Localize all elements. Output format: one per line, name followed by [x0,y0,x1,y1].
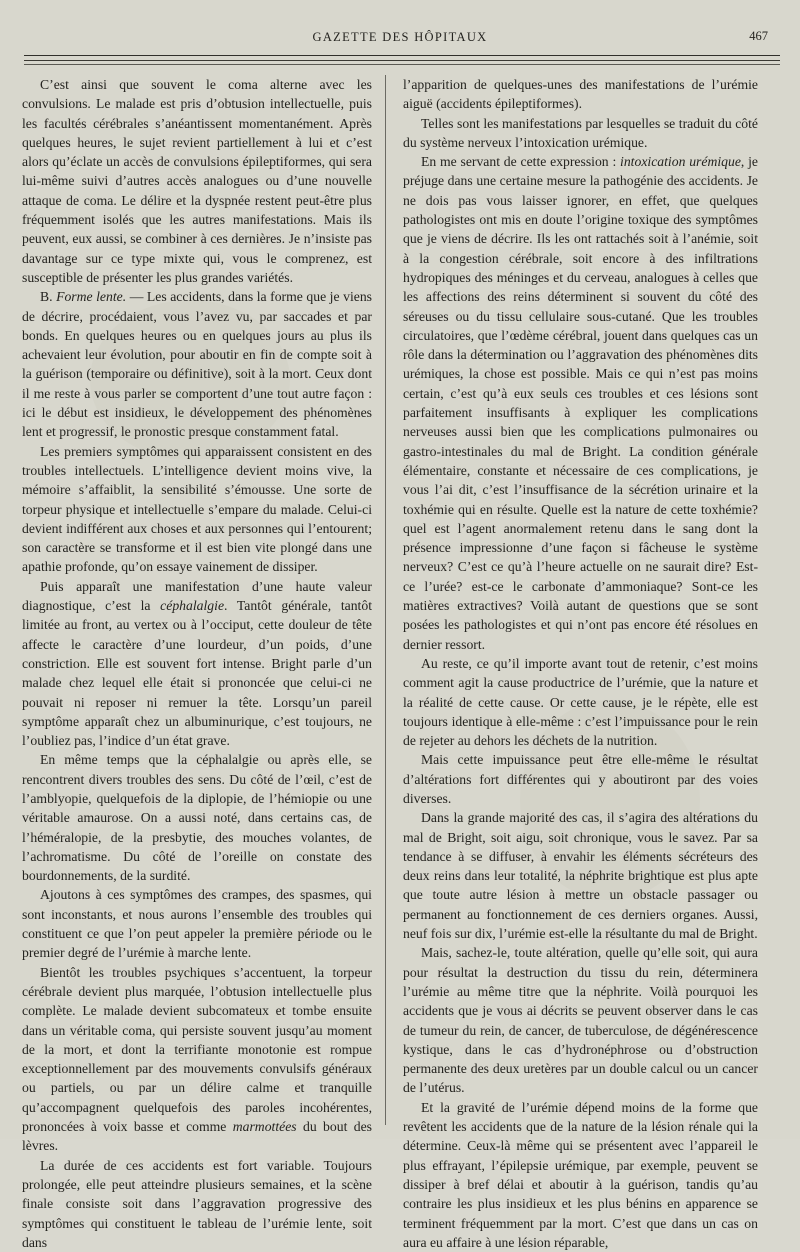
paragraph: Mais, sachez-le, toute altération, quelle qu’elle soit, qui aura pour résultat la destruction du tissu du rein, déterminera l’urémie au même titre que la néphrite. Voilà pourquoi les accidents que je vous ai décrits se peuvent observer dans le cas de tumeur du rein, de cancer, de tuberculose, de dégénérescence kystique, dans le cas d’hydronéphrose ou d’obstruction permanente des deux uretères par un double calcul ou un cancer de l’utérus. [403,945,758,1096]
paragraph: C’est ainsi que souvent le coma alterne avec les convulsions. Le malade est pris d’obtusion intellectuelle, puis les facultés cérébrales s’anéantissent momentanément. Après quelques heures, le sujet revient partiellement à lui et c’est alors qu’éclate un accès de convulsions épileptiformes, qui sera lui-même suivi d’autres accès analogues ou d’une nouvelle attaque de coma. Le délire et la dyspnée restent peut-être plus fréquemment isolés que les autres manifestations. Mais ils peuvent, eux aussi, se combiner à ces dernières. Je n’insiste pas davantage sur ce type mixte qui, vous le comprenez, est susceptible de présenter les plus grandes variétés. [22,77,372,285]
text-run: Bientôt les troubles psychiques s’accentuent, la torpeur cérébrale devient plus marquée, l’obtusion intellectuelle plus complète. Le malade devient subcomateux et tombe ensuite dans un véritable coma, qui persiste souvent jusqu’au moment de la mort, et dont la terrifiante monotonie est rompue exceptionnellement par des mouvements convulsifs généraux ou partiels, ou par un délire calme et tranquille qu’accompagnent quelquefois des paroles incohérentes, prononcées à voix basse et comme [22,964,372,1135]
section-text: — Les accidents, dans la forme que je viens de décrire, procédaient, vous l’avez vu, par saccades et par bonds. En quelques heures ou en quelques jours au plus ils achevaient leur évolution, pour aboutir en fin de compte soit à la guérison (temporaire ou définitive), soit à la mort. Ceux dont il me reste à vous parler se comportent d’une tout autre façon : ici le début est insidieux, le développement des phénomènes lent et progressif, le pronostic presque constamment fatal. [22,289,372,440]
section-label: B. [40,289,57,305]
paragraph: La durée de ces accidents est fort variable. Toujours prolongée, elle peut atteindre plusieurs semaines, et la scène finale consiste soit dans l’aggravation progressive des symptômes qui constituent le tableau de l’urémie lente, soit dans [22,1157,372,1250]
text-run: , je préjuge dans une certaine mesure la pathogénie des accidents. Je ne dois pas vous laisser ignorer, en effet, que quelques pathologistes ont mis en doute l’origine toxique des symptômes que je viens de décrire. Ils les ont rattachés soit à l’anémie, soit à la congestion cérébrale, soit encore à des infiltrations hydropiques des méninges et du cerveau, analogues à celles que les affections des reins déterminent si souvent du côté des séreuses ou du tissu cellulaire sous-cutané. Que les troubles circulatoires, que l’œdème cérébral, jouent dans quelques cas un rôle dans la détermination ou l’aggravation des phénomènes dits urémiques, la chose est possible. Mais ce qui n’est pas moins certain, c’est qu’à eux seuls ces troubles et ces lésions sont parfaitement insuffisants à expliquer les complications nerveuses aussi bien que les complications pulmonaires ou gastro-intestinales du mal de Bright. La condition générale élémentaire, constante et nécessaire de ces complications, je vous l’ai dit, c’est l’insuffisance de la sécrétion urinaire et la toxhémie qui en résulte. Quelle est la nature de cette toxhémie? quel est l’agent anormalement retenu dans le sang dont la présence impressionne d’une façon si fâcheuse le système nerveux? C’est ce qu’à l’heure actuelle on ne saurait dire? Est-ce l’urée? est-ce le carbonate d’ammoniaque? Sont-ce les matières extractives? Voilà autant de questions que se sont posées les pathologistes et qui n’ont pas encore été résolues en dernier ressort. [403,154,758,652]
paragraph: Au reste, ce qu’il importe avant tout de retenir, c’est moins comment agit la cause productrice de l’urémie, que la nature et la réalité de cette cause. Or cette cause, je le répète, elle est toujours identique à elle-même : c’est l’impuissance pour le rein de rejeter au dehors les déchets de la nutrition. [403,655,758,749]
column-divider [385,75,386,1125]
text-run: Puis apparaît une manifestation d’une haute valeur diagnostique, c’est la [22,578,372,614]
paragraph: Et la gravité de l’urémie dépend moins de la forme que revêtent les accidents que de la nature de la lésion rénale qui la détermine. Ceux-là même qui se présentent avec l’appareil le plus effrayant, l’épilepsie urémique, par exemple, peuvent se dissiper à bref délai et aboutir à la guérison, tandis qu’au contraire les plus insidieux et les plus bénins en apparence se terminent fréquemment par la mort. C’est que dans un cas on aura eu affaire à une lésion réparable, [403,1099,758,1250]
header-rule [24,60,780,61]
text-run: du bout des lèvres. [22,1119,372,1154]
page-header [20,22,780,52]
paragraph: Telles sont les manifestations par lesquelles se traduit du côté du système nerveux l’intoxication urémique. [403,115,758,150]
emphasis: céphalalgie [160,598,225,614]
text-run: En me servant de cette expression : [421,154,621,170]
paragraph: l’apparition de quelques-unes des manifestations de l’urémie aiguë (accidents épileptiformes). [403,77,758,112]
paragraph [403,152,758,654]
header-rule [24,55,780,56]
emphasis: marmottées [232,1119,297,1135]
emphasis: intoxication urémique [620,154,741,170]
page-number: 467 [749,29,768,43]
journal-title: GAZETTE DES HÔPITAUX [312,30,488,44]
paragraph [22,963,372,1156]
paragraph: En même temps que la céphalalgie ou après elle, se rencontrent divers troubles des sens. Du côté de l’œil, c’est de l’amblyopie, quelquefois de la diplopie, de l’hémiopie ou une véritable amaurose. On a aussi noté, dans certains cas, de l’héméralopie, de la presbytie, des mouches volantes, de l’achromatisme. Du côté de l’oreille on constate des bourdonnements, de la surdité. [22,752,372,884]
right-column [403,75,758,1252]
section-title: Forme lente. [56,289,127,305]
section-b-paragraph [22,287,372,441]
paragraph: Dans la grande majorité des cas, il s’agira des altérations du mal de Bright, soit aigu, soit chronique, vous le savez. Par sa tendance à se diffuser, à envahir les éléments sécréteurs des deux reins dans leur totalité, la néphrite brightique est plus apte que toute autre lésion à mettre un obstacle passager ou permanent au fonctionnement de ces derniers organes. Aussi, neuf fois sur dix, l’urémie est-elle la résultante du mal de Bright. [403,810,758,942]
header-rule [24,64,780,65]
paragraph: Mais cette impuissance peut être elle-même le résultat d’altérations fort différentes qui y aboutiront par des voies diverses. [403,752,758,806]
left-column [22,75,372,1252]
text-run: . Tantôt générale, tantôt limitée au front, au vertex ou à l’occiput, cette douleur de tête affecte le caractère d’une lourdeur, d’un poids, d’une constriction. Elle est souvent fort intense. Bright parle d’un malade chez lequel elle était si prononcée que celui-ci ne pouvait ni reposer ni remuer la tête. Lorsqu’un pareil symptôme apparaît chez un albuminurique, c’est toujours, ne l’oubliez pas, l’indice d’un état grave. [22,598,372,749]
paragraph [22,577,372,751]
paragraph: Ajoutons à ces symptômes des crampes, des spasmes, qui sont inconstants, et nous aurons l’ensemble des troubles qui constituent ce que l’on peut appeler la première période ou le premier degré de l’urémie à marche lente. [22,887,372,961]
paragraph: Les premiers symptômes qui apparaissent consistent en des troubles intellectuels. L’intelligence devient moins vive, la mémoire s’affaiblit, la sensibilité s’émousse. Une sorte de torpeur physique et intellectuelle s’empare du malade. Celui-ci devient indifférent aux choses et aux personnes qui l’entourent; son caractère se transforme et il est bien vite plongé dans une apathie profonde, qu’on essaye vainement de dissiper. [22,443,372,575]
